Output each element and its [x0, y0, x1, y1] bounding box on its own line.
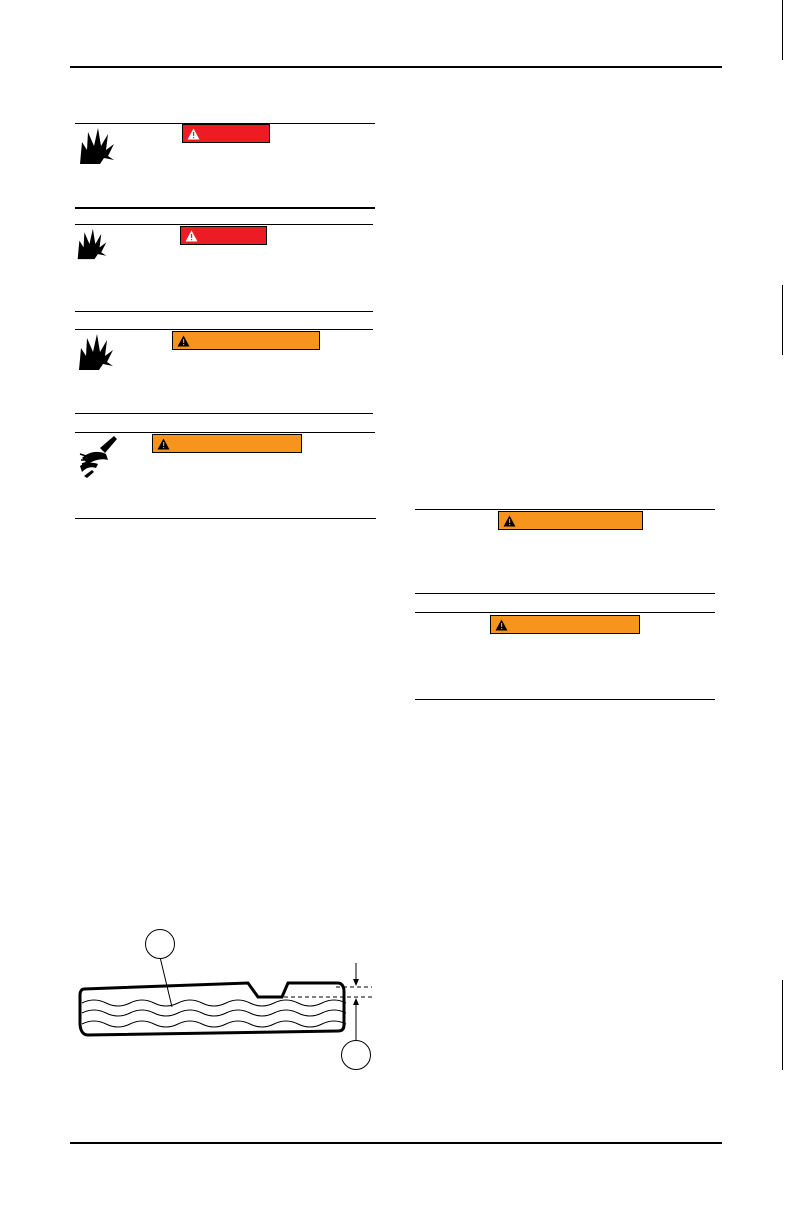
danger-1-banner — [182, 124, 270, 143]
warning-4-bottom-rule — [415, 699, 715, 700]
warning-2-banner — [152, 434, 302, 453]
alert-triangle-icon — [157, 438, 170, 450]
header-rule — [70, 66, 722, 68]
warning-4-banner — [490, 615, 640, 634]
alert-triangle-icon — [503, 515, 516, 527]
crop-mark-right-upper — [782, 285, 783, 355]
warning-3-banner — [498, 511, 643, 530]
fluid-wave-1 — [82, 1000, 346, 1006]
danger-2-top-rule — [75, 224, 373, 225]
warning-3-top-rule — [415, 509, 715, 510]
explosion-icon — [77, 332, 115, 377]
callout-1 — [145, 929, 175, 959]
explosion-icon — [76, 226, 108, 267]
danger-1-bottom-rule — [75, 207, 375, 209]
warning-1-top-rule — [75, 329, 373, 330]
fluid-level-figure — [70, 925, 380, 1075]
warning-1-banner — [172, 331, 320, 350]
warning-3-bottom-rule — [415, 593, 715, 594]
callout-2 — [341, 1040, 371, 1070]
alert-triangle-icon — [495, 619, 508, 631]
alert-triangle-icon — [177, 335, 190, 347]
warning-4-top-rule — [415, 612, 715, 613]
warning-2-bottom-rule — [75, 518, 376, 519]
warning-1-bottom-rule — [75, 413, 373, 414]
crop-mark-top-right — [782, 0, 783, 60]
skin-injection-icon — [78, 434, 120, 485]
danger-2-banner — [180, 226, 267, 245]
callout-1-leader — [160, 957, 172, 1007]
alert-triangle-icon — [187, 128, 200, 140]
explosion-icon — [78, 126, 116, 171]
warning-2-top-rule — [75, 432, 375, 433]
footer-rule — [70, 1142, 722, 1144]
crop-mark-right-lower — [782, 980, 783, 1070]
alert-triangle-icon — [185, 230, 198, 242]
fluid-wave-2 — [82, 1010, 346, 1016]
fluid-wave-3 — [82, 1021, 346, 1027]
danger-2-bottom-rule — [75, 311, 373, 312]
